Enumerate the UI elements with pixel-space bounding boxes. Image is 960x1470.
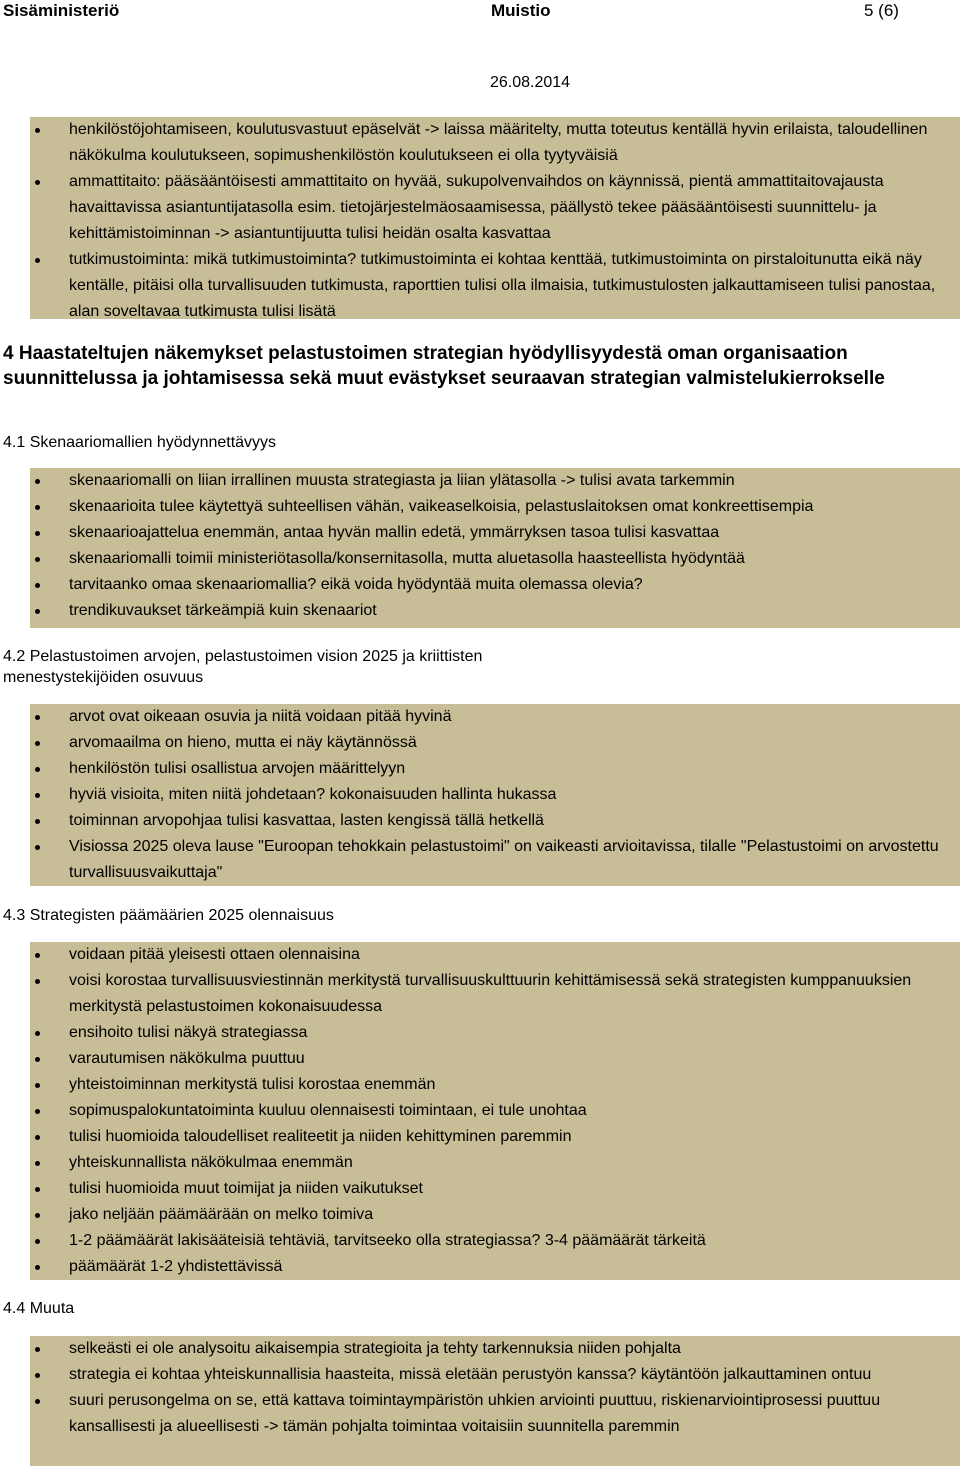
list-item: tarvitaanko omaa skenaariomallia? eikä voida hyödyntää muita olemassa olevia? [30,572,960,598]
list-item: jako neljään päämäärään on melko toimiva [30,1202,960,1228]
intro-list-item: ammattitaito: pääsääntöisesti ammattitaito on hyvää, sukupolvenvaihdos on käynnissä, pientä ammattitaitovajausta havaittavissa asiantuntijatasolla esim. tietojärjestelmäosaamisessa, päällystö tekee pääsääntöisesti suunnittelu- ja kehittämistoiminnan -> asiantuntijuutta tulisi heidän osalta kasvattaa [30,169,960,247]
list-item: skenaariomalli toimii ministeriötasolla/konsernitasolla, mutta aluetasolla haasteellista hyödyntää [30,546,960,572]
list-item: päämäärät 1-2 yhdistettävissä [30,1254,960,1280]
list-item: varautumisen näkökulma puuttuu [30,1046,960,1072]
list-item: skenaarioajattelua enemmän, antaa hyvän mallin edetä, ymmärryksen tasoa tulisi kasvattaa [30,520,960,546]
document-type: Muistio [491,1,551,20]
list-item: voidaan pitää yleisesti ottaen olennaisina [30,942,960,968]
intro-list-item: henkilöstöjohtamiseen, koulutusvastuut epäselvät -> laissa määritelty, mutta toteutus kentällä hyvin erilaista, taloudellinen näkökulma koulutukseen, sopimushenkilöstön koulutukseen ei olla tyytyväisiä [30,117,960,169]
list-item: 1-2 päämäärät lakisääteisiä tehtäviä, tarvitseeko olla strategiassa? 3-4 päämäärät tärkeitä [30,1228,960,1254]
subsection-4-4-box [30,1336,960,1466]
subsection-4-1-heading: 4.1 Skenaariomallien hyödynnettävyys [3,434,277,451]
list-item: henkilöstön tulisi osallistua arvojen määrittelyyn [30,756,960,782]
subsection-4-2-box [30,704,960,886]
subsection-4-3-box [30,942,960,1280]
subsection-4-4-heading: 4.4 Muuta [3,1300,75,1317]
list-item: selkeästi ei ole analysoitu aikaisempia strategioita ja tehty tarkennuksia niiden pohjalta [30,1336,960,1362]
subsection-4-4-list [30,1336,960,1440]
intro-list-box [30,117,960,319]
subsection-4-2-heading: 4.2 Pelastustoimen arvojen, pelastustoimen vision 2025 ja kriittisten menestystekijöiden osuvuus [3,648,483,686]
list-item: skenaariomalli on liian irrallinen muusta strategiasta ja liian ylätasolla -> tulisi avata tarkemmin [30,468,960,494]
list-item: hyviä visioita, miten niitä johdetaan? kokonaisuuden hallinta hukassa [30,782,960,808]
list-item: arvot ovat oikeaan osuvia ja niitä voidaan pitää hyvinä [30,704,960,730]
list-item: tulisi huomioida muut toimijat ja niiden vaikutukset [30,1176,960,1202]
list-item: trendikuvaukset tärkeämpiä kuin skenaariot [30,598,960,624]
list-item: Visiossa 2025 oleva lause "Euroopan tehokkain pelastustoimi" on vaikeasti arvioitavissa, tilalle "Pelastustoimi on arvostettu turvallisuusvaikuttaja" [30,834,960,886]
list-item: sopimuspalokuntatoiminta kuuluu olennaisesti toimintaan, ei tule unohtaa [30,1098,960,1124]
subsection-4-3-heading: 4.3 Strategisten päämäärien 2025 olennaisuus [3,907,334,924]
list-item: suuri perusongelma on se, että kattava toimintaympäristön uhkien arviointi puuttuu, riskienarviointiprosessi puuttuu kansallisesti ja alueellisesti -> tämän pohjalta toimintaa voitaisiin suunnitella paremmin [30,1388,960,1440]
list-item: strategia ei kohtaa yhteiskunnallisia haasteita, missä eletään perustyön kanssa? käytäntöön jalkauttaminen ontuu [30,1362,960,1388]
subsection-4-1-list [30,468,960,624]
intro-list [30,117,960,325]
subsection-4-2-list [30,704,960,886]
list-item: yhteistoiminnan merkitystä tulisi korostaa enemmän [30,1072,960,1098]
list-item: voisi korostaa turvallisuusviestinnän merkitystä turvallisuuskulttuurin kehittämisessä sekä strategisten kumppanuuksien merkitystä pelastustoimen kokonaisuudessa [30,968,960,1020]
list-item: skenaarioita tulee käytettyä suhteellisen vähän, vaikeaselkoisia, pelastuslaitoksen omat konkreettisempia [30,494,960,520]
subsection-4-3-list [30,942,960,1280]
intro-list-item: tutkimustoiminta: mikä tutkimustoiminta? tutkimustoiminta ei kohtaa kenttää, tutkimustoiminta on pirstaloitunutta eikä näy kentälle, pitäisi olla turvallisuuden tutkimusta, raporttien tulisi olla ilmaisia, tutkimustulosten jalkauttamiseen tulisi panostaa, alan soveltavaa tutkimusta tulisi lisätä [30,247,960,325]
org-name: Sisäministeriö [3,1,120,20]
list-item: ensihoito tulisi näkyä strategiassa [30,1020,960,1046]
document-date: 26.08.2014 [490,74,571,91]
subsection-4-1-box [30,468,960,628]
list-item: yhteiskunnallista näkökulmaa enemmän [30,1150,960,1176]
list-item: tulisi huomioida taloudelliset realiteetit ja niiden kehittyminen paremmin [30,1124,960,1150]
section-4-heading: 4 Haastateltujen näkemykset pelastustoimen strategian hyödyllisyydestä oman organisaation suunnittelussa ja johtamisessa sekä muut evästykset seuraavan strategian valmistelukierrokselle [3,343,885,389]
list-item: arvomaailma on hieno, mutta ei näy käytännössä [30,730,960,756]
list-item: toiminnan arvopohjaa tulisi kasvattaa, lasten kengissä tällä hetkellä [30,808,960,834]
page-number: 5 (6) [864,1,899,20]
